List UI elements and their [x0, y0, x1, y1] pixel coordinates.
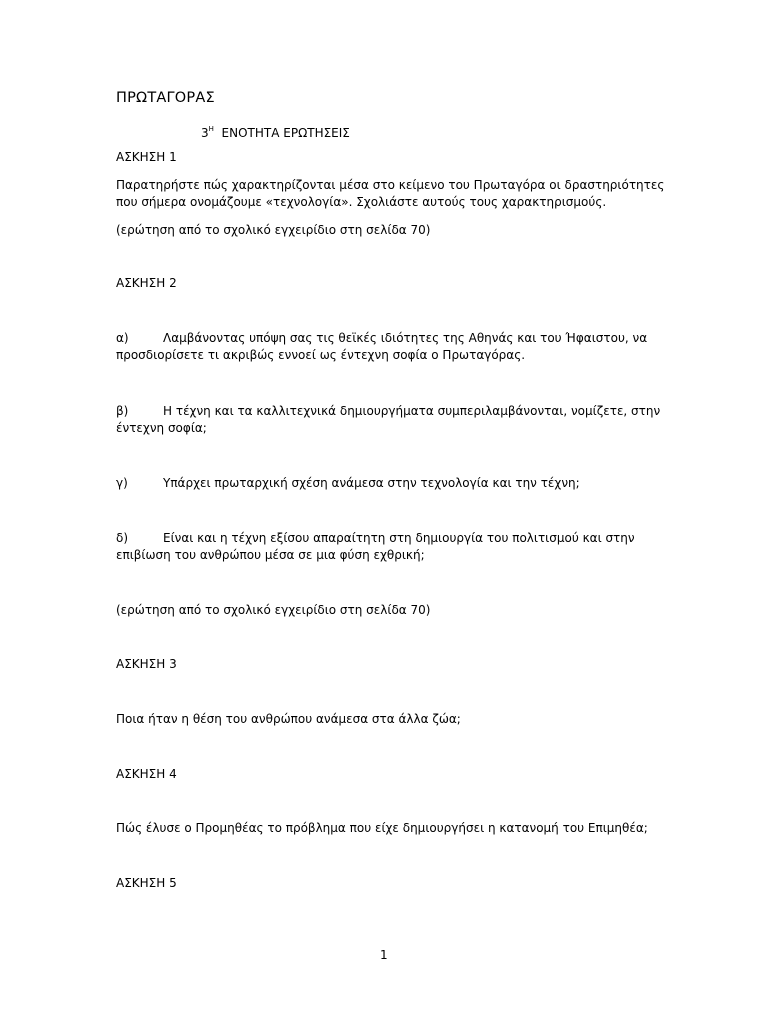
exercise-1-line-1: Παρατηρήστε πώς χαρακτηρίζονται μέσα στο κείμενο του Πρωταγόρα οι δραστηριότητες [116, 178, 665, 192]
item-d-line-1: Είναι και η τέχνη εξίσου απαραίτητη στη δημιουργία του πολιτισμού και στην [163, 531, 635, 545]
document-title: ΠΡΩΤΑΓΟΡΑΣ [116, 90, 215, 106]
item-d-line-2: επιβίωση του ανθρώπου μέσα σε μια φύση εχθρική; [116, 548, 425, 562]
subtitle-number: 3 [201, 126, 209, 140]
exercise-2-note: (ερώτηση από το σχολικό εγχειρίδιο στη σελίδα 70) [116, 603, 431, 617]
item-a-marker: α) [116, 331, 129, 345]
item-a-line-1: Λαμβάνοντας υπόψη σας τις θεϊκές ιδιότητες της Αθηνάς και του Ήφαιστου, να [163, 331, 648, 345]
item-c-line-1: Υπάρχει πρωταρχική σχέση ανάμεσα στην τεχνολογία και την τέχνη; [163, 476, 580, 490]
exercise-5-heading: ΑΣΚΗΣΗ 5 [116, 876, 177, 890]
exercise-1-heading: ΑΣΚΗΣΗ 1 [116, 150, 177, 164]
exercise-2-heading: ΑΣΚΗΣΗ 2 [116, 276, 177, 290]
exercise-4-heading: ΑΣΚΗΣΗ 4 [116, 767, 177, 781]
exercise-3-heading: ΑΣΚΗΣΗ 3 [116, 657, 177, 671]
item-b-line-2: έντεχνη σοφία; [116, 421, 207, 435]
subtitle-text: ΕΝΟΤΗΤΑ ΕΡΩΤΗΣΕΙΣ [213, 126, 350, 140]
item-d-marker: δ) [116, 531, 129, 545]
item-b-line-1: Η τέχνη και τα καλλιτεχνικά δημιουργήματα συμπεριλαμβάνονται, νομίζετε, στην [163, 404, 661, 418]
exercise-3-question: Ποια ήταν η θέση του ανθρώπου ανάμεσα στα άλλα ζώα; [116, 712, 461, 726]
exercise-1-note: (ερώτηση από το σχολικό εγχειρίδιο στη σελίδα 70) [116, 223, 431, 237]
item-b-marker: β) [116, 404, 129, 418]
item-a-line-2: προσδιορίσετε τι ακριβώς εννοεί ως έντεχνη σοφία ο Πρωταγόρας. [116, 348, 526, 362]
subtitle-superscript: Η [208, 125, 214, 133]
page-number: 1 [380, 948, 388, 962]
section-subtitle [201, 121, 350, 142]
exercise-4-question: Πώς έλυσε ο Προμηθέας το πρόβλημα που είχε δημιουργήσει η κατανομή του Επιμηθέα; [116, 821, 648, 835]
exercise-1-line-2: που σήμερα ονομάζουμε «τεχνολογία». Σχολιάστε αυτούς τους χαρακτηρισμούς. [116, 195, 607, 209]
item-c-marker: γ) [116, 476, 128, 490]
